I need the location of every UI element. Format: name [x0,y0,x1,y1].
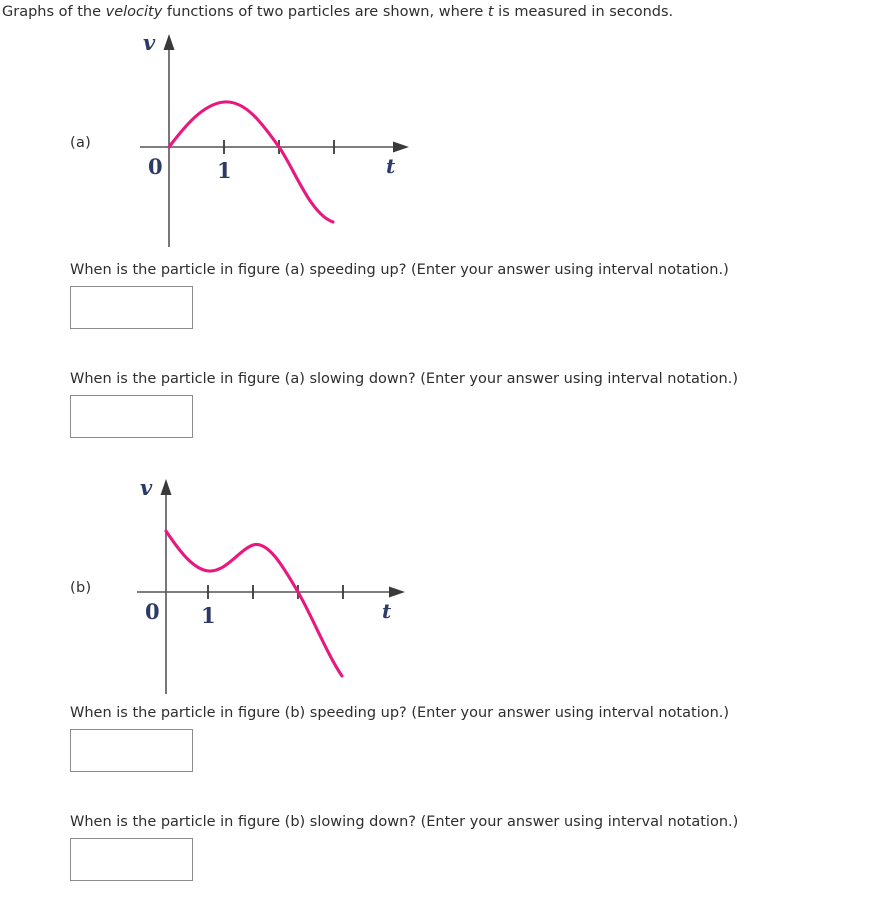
y-axis-label-a: v [143,30,156,55]
question-b-slowing-down: When is the particle in figure (b) slowing down? (Enter your answer using interval notation.) [70,814,739,830]
y-axis-label-b: v [140,475,153,500]
intro-emphasis-t: t [487,4,494,20]
x-axis-label-b: t [382,599,392,623]
intro-emphasis-velocity: velocity [105,4,163,20]
figure-a [0,28,440,253]
intro-text-middle: functions of two particles are shown, where [162,4,488,20]
x-axis-arrowhead-a [393,142,409,153]
origin-label-b: 0 [145,599,160,624]
figure-b-graph [0,470,440,700]
intro-text [2,2,673,22]
intro-text-before: Graphs of the [2,4,106,20]
y-axis-arrowhead-a [164,34,175,50]
figure-a-label: (a) [70,135,92,151]
x-axis-label-a: t [386,154,396,178]
x-tick-label-1-a: 1 [217,158,232,183]
figure-b-label: (b) [70,580,92,596]
y-axis-arrowhead-b [161,479,172,495]
velocity-curve-a [169,102,333,222]
intro-text-after: is measured in seconds. [493,4,674,20]
answer-input-a-slowing-down[interactable] [70,395,193,438]
figure-b [0,470,440,695]
answer-input-a-speeding-up[interactable] [70,286,193,329]
question-b-speeding-up: When is the particle in figure (b) speeding up? (Enter your answer using interval notation.) [70,705,730,721]
answer-input-b-speeding-up[interactable] [70,729,193,772]
x-axis-arrowhead-b [389,587,405,598]
origin-label-a: 0 [148,154,163,179]
velocity-curve-b [166,531,342,676]
question-a-speeding-up: When is the particle in figure (a) speeding up? (Enter your answer using interval notation.) [70,262,729,278]
question-a-slowing-down: When is the particle in figure (a) slowing down? (Enter your answer using interval notation.) [70,371,738,387]
x-tick-label-1-b: 1 [201,603,216,628]
answer-input-b-slowing-down[interactable] [70,838,193,881]
figure-a-graph [0,28,440,253]
